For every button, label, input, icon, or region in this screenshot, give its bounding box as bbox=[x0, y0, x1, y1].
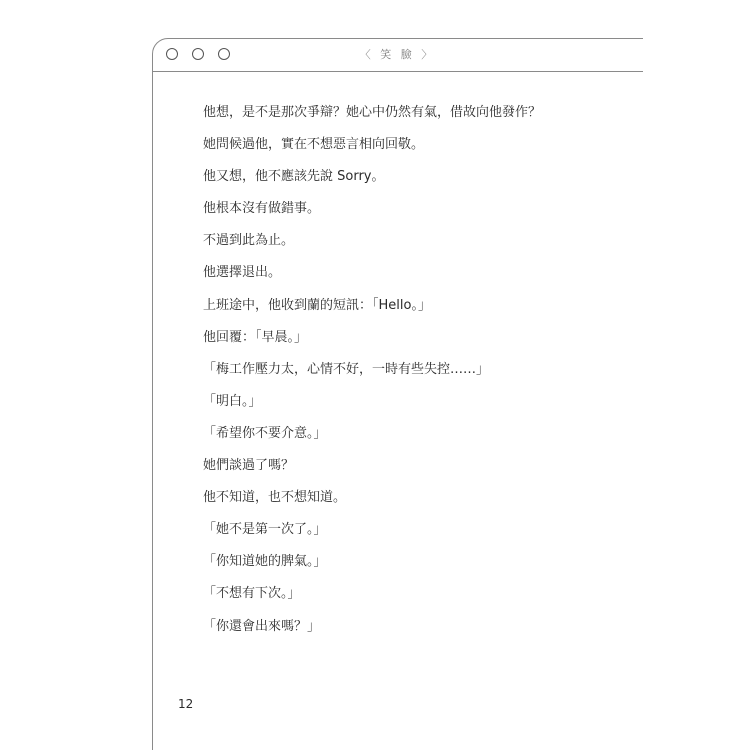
page-right-margin bbox=[643, 0, 750, 750]
text-line: 「你知道她的脾氣。」 bbox=[203, 554, 327, 570]
text-line: 她們談過了嗎？ bbox=[203, 458, 295, 474]
text-line: 他選擇退出。 bbox=[203, 265, 282, 281]
text-line: 不過到此為止。 bbox=[203, 233, 295, 249]
chapter-title: 〈 笑 臉 〉 bbox=[359, 48, 436, 61]
text-line: 「希望你不要介意。」 bbox=[203, 425, 327, 441]
text-line: 「她不是第一次了。」 bbox=[203, 522, 327, 538]
text-line: 「不想有下次。」 bbox=[203, 586, 301, 602]
page-number: 12 bbox=[178, 697, 194, 711]
text-line: 「梅工作壓力太，心情不好，一時有些失控……」 bbox=[203, 361, 490, 377]
text-line: 「你還會出來嗎？」 bbox=[203, 618, 321, 634]
text-line: 她問候過他，實在不想惡言相向回敬。 bbox=[203, 137, 425, 153]
text-line: 「明白。」 bbox=[203, 393, 262, 409]
story-text bbox=[203, 101, 633, 647]
text-line: 他想，是不是那次爭辯？她心中仍然有氣，借故向他發作？ bbox=[203, 105, 542, 120]
window-title-bar bbox=[152, 38, 643, 72]
text-line: 上班途中，他收到蘭的短訊：「Hello。」 bbox=[203, 297, 431, 313]
text-line: 他回覆：「早晨。」 bbox=[203, 329, 308, 345]
text-line: 他不知道，也不想知道。 bbox=[203, 490, 347, 506]
text-line: 他根本沒有做錯事。 bbox=[203, 201, 321, 217]
text-line: 他又想，他不應該先說 Sorry。 bbox=[203, 169, 385, 185]
